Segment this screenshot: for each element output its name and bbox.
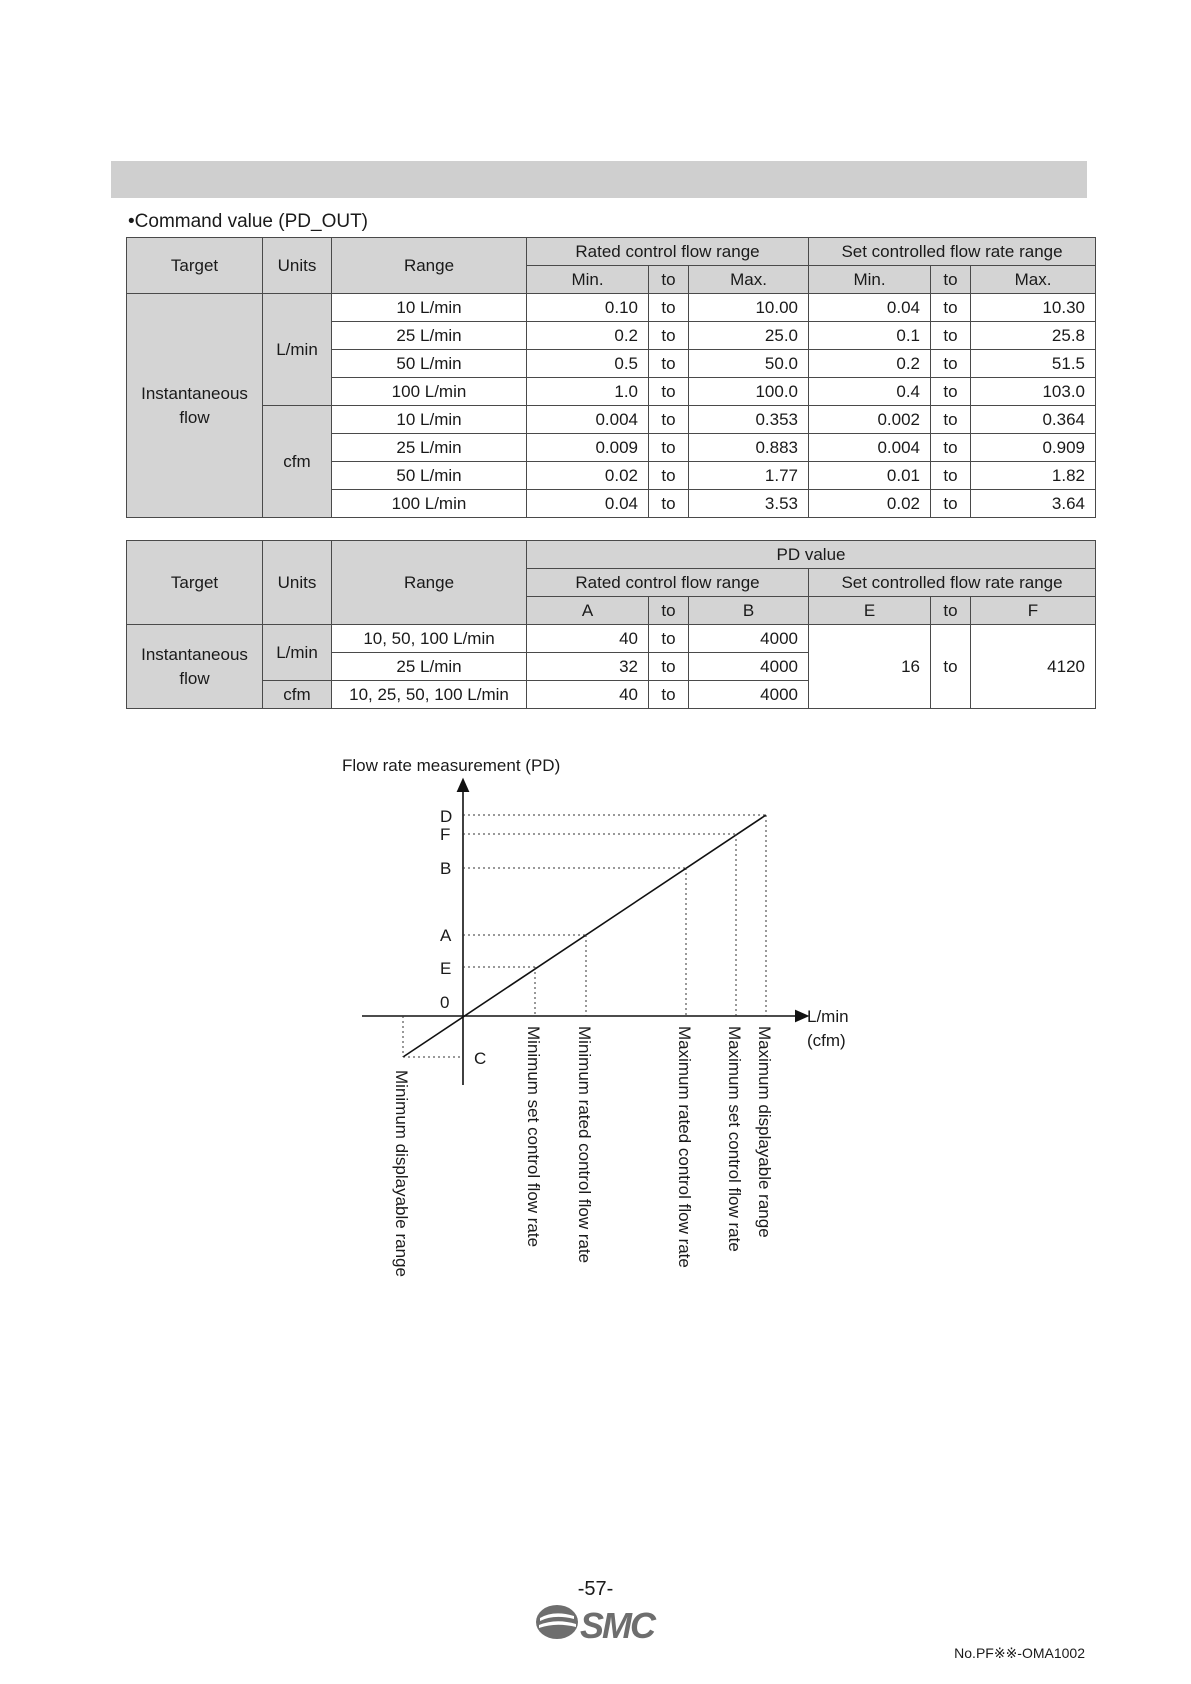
set-min-cell: 0.4 <box>809 378 931 406</box>
rated-max-cell: 1.77 <box>689 462 809 490</box>
set-min-cell: 0.01 <box>809 462 931 490</box>
to-cell: to <box>931 406 971 434</box>
rated-max-cell: 50.0 <box>689 350 809 378</box>
tick-f: F <box>440 825 451 844</box>
to-cell: to <box>931 350 971 378</box>
unit-lmin-cell: L/min <box>263 625 332 681</box>
to-cell: to <box>931 462 971 490</box>
label-max-displayable: Maximum displayable range <box>755 1026 774 1238</box>
header-f: F <box>971 597 1096 625</box>
e-cell: 16 <box>809 625 931 709</box>
label-min-rated: Minimum rated control flow rate <box>575 1026 594 1264</box>
range-cell: 50 L/min <box>332 350 527 378</box>
header-set-range: Set controlled flow rate range <box>809 569 1096 597</box>
header-b: B <box>689 597 809 625</box>
to-cell: to <box>931 434 971 462</box>
target-cell: Instantaneous flow <box>127 294 263 518</box>
a-cell: 40 <box>527 681 649 709</box>
header-rated-to: to <box>649 266 689 294</box>
to-cell: to <box>649 681 689 709</box>
header-pd-value: PD value <box>527 541 1096 569</box>
section-title: •Command value (PD_OUT) <box>128 211 368 232</box>
b-cell: 4000 <box>689 625 809 653</box>
set-max-cell: 25.8 <box>971 322 1096 350</box>
to-cell: to <box>931 322 971 350</box>
to-cell: to <box>649 378 689 406</box>
to-cell: to <box>649 322 689 350</box>
rated-max-cell: 10.00 <box>689 294 809 322</box>
tick-d: D <box>440 807 453 826</box>
to-cell: to <box>931 294 971 322</box>
rated-max-cell: 25.0 <box>689 322 809 350</box>
characteristic-line <box>403 815 766 1057</box>
rated-min-cell: 0.5 <box>527 350 649 378</box>
rated-min-cell: 1.0 <box>527 378 649 406</box>
ef-to-cell: to <box>931 625 971 709</box>
range-cell: 10 L/min <box>332 406 527 434</box>
rated-min-cell: 0.004 <box>527 406 649 434</box>
range-cell: 10 L/min <box>332 294 527 322</box>
y-axis-title: Flow rate measurement (PD) <box>342 756 561 775</box>
header-rated-to: to <box>649 597 689 625</box>
rated-max-cell: 0.883 <box>689 434 809 462</box>
rated-min-cell: 0.2 <box>527 322 649 350</box>
a-cell: 40 <box>527 625 649 653</box>
header-e: E <box>809 597 931 625</box>
header-units: Units <box>263 541 332 625</box>
to-cell: to <box>649 490 689 518</box>
header-target: Target <box>127 541 263 625</box>
to-cell: to <box>931 490 971 518</box>
rated-min-cell: 0.009 <box>527 434 649 462</box>
label-max-set: Maximum set control flow rate <box>725 1026 744 1252</box>
tick-zero: 0 <box>440 993 450 1012</box>
x-axis-label-cfm: (cfm) <box>807 1031 846 1050</box>
header-set-to: to <box>931 266 971 294</box>
header-a: A <box>527 597 649 625</box>
rated-max-cell: 0.353 <box>689 406 809 434</box>
set-min-cell: 0.002 <box>809 406 931 434</box>
range-cell: 25 L/min <box>332 434 527 462</box>
target-cell: Instantaneous flow <box>127 625 263 709</box>
header-range: Range <box>332 541 527 625</box>
rated-min-cell: 0.10 <box>527 294 649 322</box>
smc-logo <box>534 1600 664 1646</box>
to-cell: to <box>649 406 689 434</box>
header-rated-min: Min. <box>527 266 649 294</box>
to-cell: to <box>649 653 689 681</box>
rated-min-cell: 0.04 <box>527 490 649 518</box>
set-max-cell: 0.364 <box>971 406 1096 434</box>
header-rated-max: Max. <box>689 266 809 294</box>
a-cell: 32 <box>527 653 649 681</box>
unit-lmin-cell: L/min <box>263 294 332 406</box>
set-max-cell: 103.0 <box>971 378 1096 406</box>
set-max-cell: 51.5 <box>971 350 1096 378</box>
tick-e: E <box>440 959 452 978</box>
rated-max-cell: 3.53 <box>689 490 809 518</box>
tick-a: A <box>440 926 452 945</box>
tick-c: C <box>474 1049 487 1068</box>
to-cell: to <box>649 462 689 490</box>
b-cell: 4000 <box>689 681 809 709</box>
set-max-cell: 1.82 <box>971 462 1096 490</box>
range-cell: 25 L/min <box>332 322 527 350</box>
range-cell: 100 L/min <box>332 490 527 518</box>
header-target: Target <box>127 238 263 294</box>
logo-text: SMC <box>580 1605 654 1646</box>
b-cell: 4000 <box>689 653 809 681</box>
x-axis-label-unit: L/min <box>807 1007 849 1026</box>
page-number: -57- <box>577 1578 614 1600</box>
to-cell: to <box>649 350 689 378</box>
set-min-cell: 0.2 <box>809 350 931 378</box>
header-range: Range <box>332 238 527 294</box>
unit-cfm-cell: cfm <box>263 406 332 518</box>
header-set-to: to <box>931 597 971 625</box>
range-cell: 100 L/min <box>332 378 527 406</box>
set-min-cell: 0.004 <box>809 434 931 462</box>
smc-swirl-icon <box>536 1605 578 1639</box>
label-min-displayable: Minimum displayable range <box>392 1070 411 1277</box>
set-min-cell: 0.1 <box>809 322 931 350</box>
f-cell: 4120 <box>971 625 1096 709</box>
set-max-cell: 3.64 <box>971 490 1096 518</box>
header-rated-range: Rated control flow range <box>527 238 809 266</box>
label-min-set: Minimum set control flow rate <box>524 1026 543 1248</box>
to-cell: to <box>931 378 971 406</box>
set-min-cell: 0.02 <box>809 490 931 518</box>
range-cell: 25 L/min <box>332 653 527 681</box>
header-rated-range: Rated control flow range <box>527 569 809 597</box>
label-max-rated: Maximum rated control flow rate <box>675 1026 694 1268</box>
unit-cfm-cell: cfm <box>263 681 332 709</box>
range-cell: 10, 50, 100 L/min <box>332 625 527 653</box>
to-cell: to <box>649 625 689 653</box>
rated-min-cell: 0.02 <box>527 462 649 490</box>
header-set-max: Max. <box>971 266 1096 294</box>
header-set-min: Min. <box>809 266 931 294</box>
header-set-range: Set controlled flow rate range <box>809 238 1096 266</box>
set-max-cell: 10.30 <box>971 294 1096 322</box>
set-max-cell: 0.909 <box>971 434 1096 462</box>
rated-max-cell: 100.0 <box>689 378 809 406</box>
to-cell: to <box>649 294 689 322</box>
tick-b: B <box>440 859 452 878</box>
document-number: No.PF※※-OMA1002 <box>954 1645 1085 1661</box>
range-cell: 50 L/min <box>332 462 527 490</box>
range-cell: 10, 25, 50, 100 L/min <box>332 681 527 709</box>
to-cell: to <box>649 434 689 462</box>
set-min-cell: 0.04 <box>809 294 931 322</box>
header-units: Units <box>263 238 332 294</box>
